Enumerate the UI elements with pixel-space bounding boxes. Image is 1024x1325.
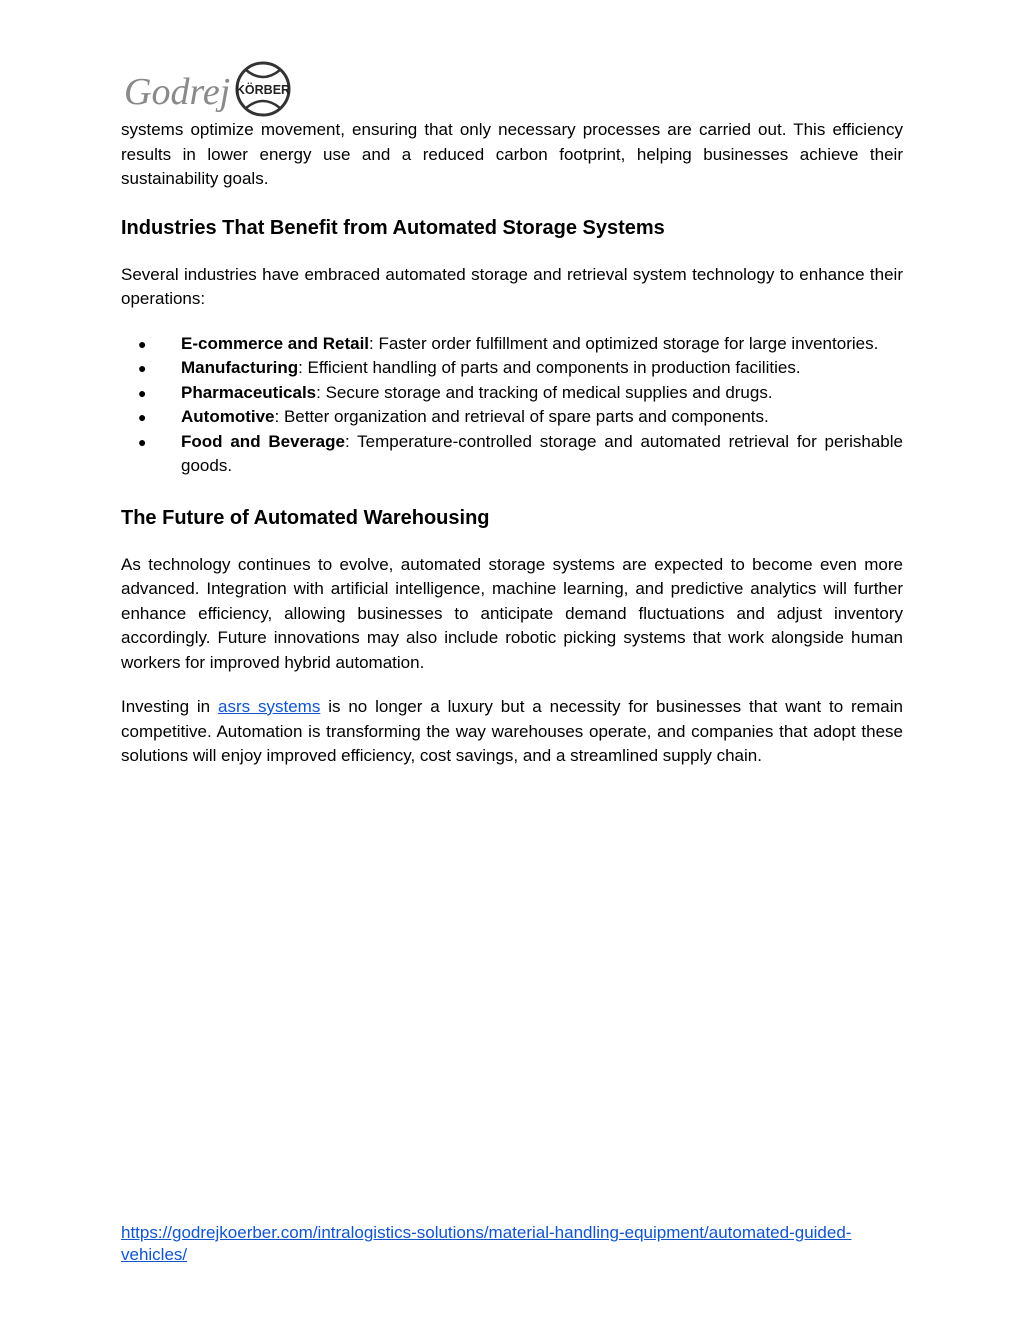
footer [121,1222,881,1266]
footer-url-link[interactable]: https://godrejkoerber.com/intralogistics-solutions/material-handling-equipment/automated-guided-vehicles/ [121,1223,852,1264]
list-item [121,332,903,357]
list-item [121,430,903,479]
bullet-icon: ● [138,360,147,376]
korber-logo-text: KÖRBER [235,83,291,97]
asrs-systems-link[interactable]: asrs systems [218,697,321,716]
investing-text-after: is no longer a luxury but a necessity for businesses that want to remain competitive. Automation is transforming the way warehouses operate, and companies that adopt these solutions will enjoy improved efficiency, cost savings, and a streamlined supply chain. [121,697,903,765]
industries-intro: Several industries have embraced automated storage and retrieval system technology to enhance their operations: [121,264,903,308]
list-item-term: Manufacturing [181,358,299,377]
godrej-logo-text: Godrej [124,71,231,113]
list-item [121,405,903,430]
investing-paragraph [121,695,903,769]
list-item [121,381,903,406]
list-item [121,356,903,381]
bullet-icon: ● [138,335,147,352]
section-heading-industries: Industries That Benefit from Automated Storage Systems [121,216,665,239]
bullet-icon: ● [138,384,147,401]
list-item-desc: : Secure storage and tracking of medical supplies and drugs. [316,382,773,402]
list-item-desc: : Better organization and retrieval of spare parts and components. [274,407,769,426]
list-item-term: Pharmaceuticals [181,382,317,402]
list-item-term: Food and Beverage [181,431,345,451]
future-paragraph: As technology continues to evolve, automated storage systems are expected to become even more advanced. Integration with artificial intelligence, machine learning, and predictive analytics will further enhance efficiency, allowing businesses to anticipate demand fluctuations and adjust inventory accordingly. Future innovations may also include robotic picking systems that work alongside human workers for improved hybrid automation. [121,554,903,672]
document-body [121,118,903,769]
godrej-korber-logo [122,60,300,118]
list-item-desc: : Faster order fulfillment and optimized storage for large inventories. [369,333,879,353]
list-item-desc: : Temperature-controlled storage and automated retrieval for perishable goods. [181,431,903,475]
industries-list [121,332,903,479]
list-item-desc: : Efficient handling of parts and components in production facilities. [298,358,801,377]
intro-paragraph: systems optimize movement, ensuring that only necessary processes are carried out. This efficiency results in lower energy use and a reduced carbon footprint, helping businesses achieve their sustainability goals. [121,120,903,188]
bullet-icon: ● [138,409,147,425]
list-item-term: Automotive [181,407,275,426]
investing-text-before: Investing in [121,697,219,716]
list-item-term: E-commerce and Retail [181,333,370,353]
bullet-icon: ● [138,433,147,450]
section-heading-future: The Future of Automated Warehousing [121,506,490,529]
